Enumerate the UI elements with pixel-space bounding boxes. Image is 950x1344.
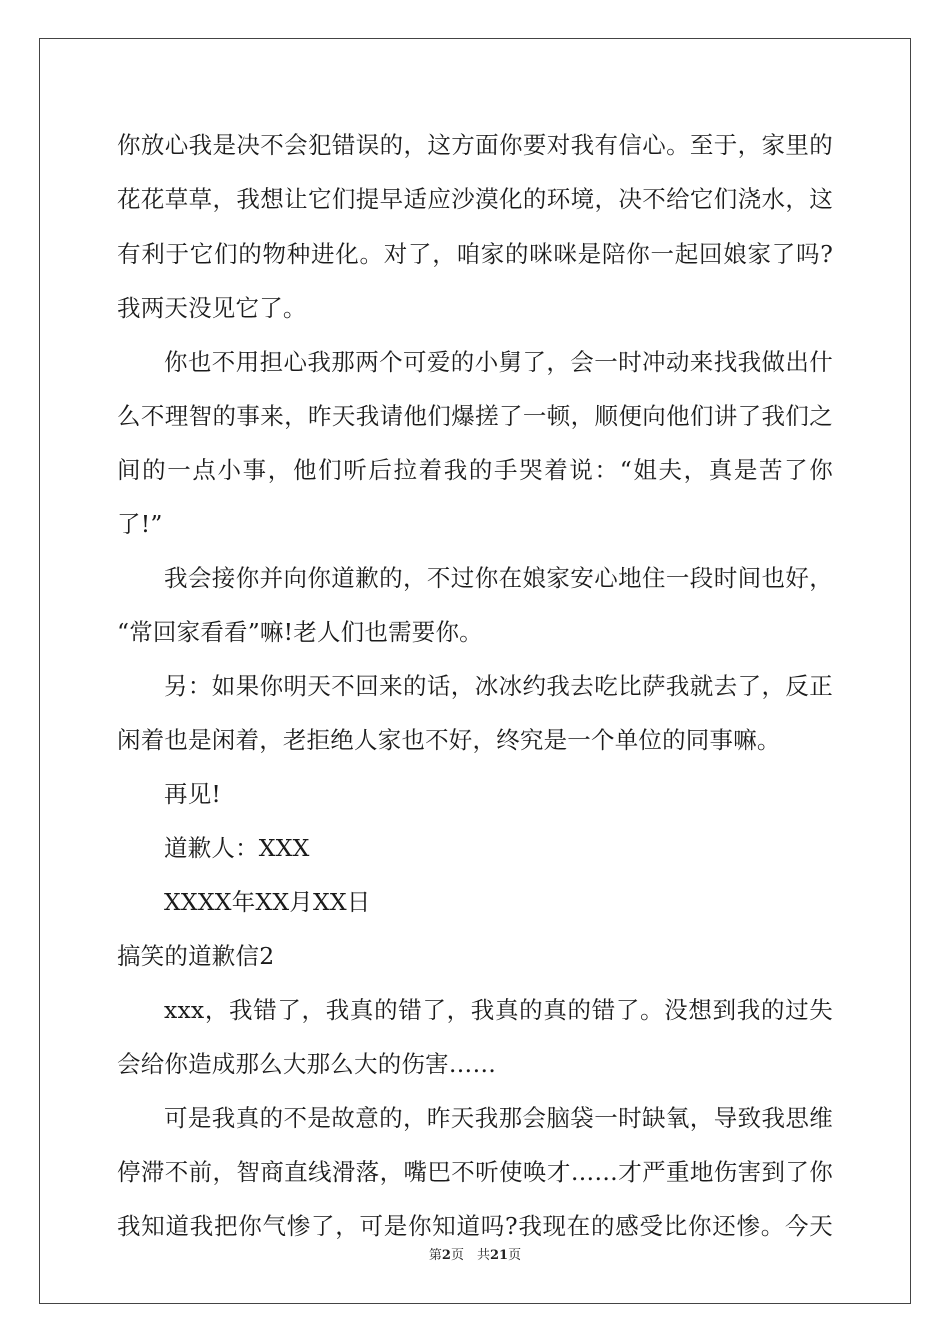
- footer-mid: 页 共: [450, 1248, 490, 1263]
- text-line: 间的一点小事，他们听后拉着我的手哭着说：“姐夫，真是苦了你: [117, 456, 833, 484]
- text-line: 了!”: [117, 510, 163, 538]
- text-line: 会给你造成那么大那么大的伤害……: [117, 1050, 497, 1078]
- text-line: 花花草草，我想让它们提早适应沙漠化的环境，决不给它们浇水，这: [117, 185, 833, 213]
- page-footer: [0, 1244, 950, 1263]
- text-line: 另：如果你明天不回来的话，冰冰约我去吃比萨我就去了，反正: [164, 672, 833, 700]
- text-line: 停滞不前，智商直线滑落，嘴巴不听使唤才……才严重地伤害到了你: [117, 1158, 833, 1186]
- footer-prefix: 第: [428, 1248, 442, 1263]
- total-page-count: 21: [489, 1248, 509, 1263]
- text-line: 我两天没见它了。: [117, 294, 307, 322]
- text-line: 有利于它们的物种进化。对了，咱家的咪咪是陪你一起回娘家了吗?: [117, 240, 833, 268]
- section-heading: 搞笑的道歉信2: [117, 942, 275, 970]
- date-line: XXXX年XX月XX日: [164, 888, 371, 916]
- current-page-number: 2: [441, 1248, 451, 1263]
- footer-suffix: 页: [508, 1248, 522, 1263]
- text-line: 我会接你并向你道歉的，不过你在娘家安心地住一段时间也好，: [164, 564, 833, 592]
- text-line: xxx，我错了，我真的错了，我真的真的错了。没想到我的过失: [164, 996, 833, 1024]
- closing-line: 再见!: [164, 780, 222, 808]
- text-line: 么不理智的事来，昨天我请他们爆搓了一顿，顺便向他们讲了我们之: [117, 402, 833, 430]
- text-line: “常回家看看”嘛!老人们也需要你。: [117, 618, 483, 646]
- text-line: 可是我真的不是故意的，昨天我那会脑袋一时缺氧，导致我思维: [164, 1104, 833, 1132]
- text-line: 我知道我把你气惨了，可是你知道吗?我现在的感受比你还惨。今天: [117, 1212, 833, 1240]
- text-line: 你也不用担心我那两个可爱的小舅了，会一时冲动来找我做出什: [164, 348, 833, 376]
- signature-line: 道歉人：XXX: [164, 834, 310, 862]
- text-line: 闲着也是闲着，老拒绝人家也不好，终究是一个单位的同事嘛。: [117, 726, 781, 754]
- text-line: 你放心我是决不会犯错误的，这方面你要对我有信心。至于，家里的: [117, 131, 833, 159]
